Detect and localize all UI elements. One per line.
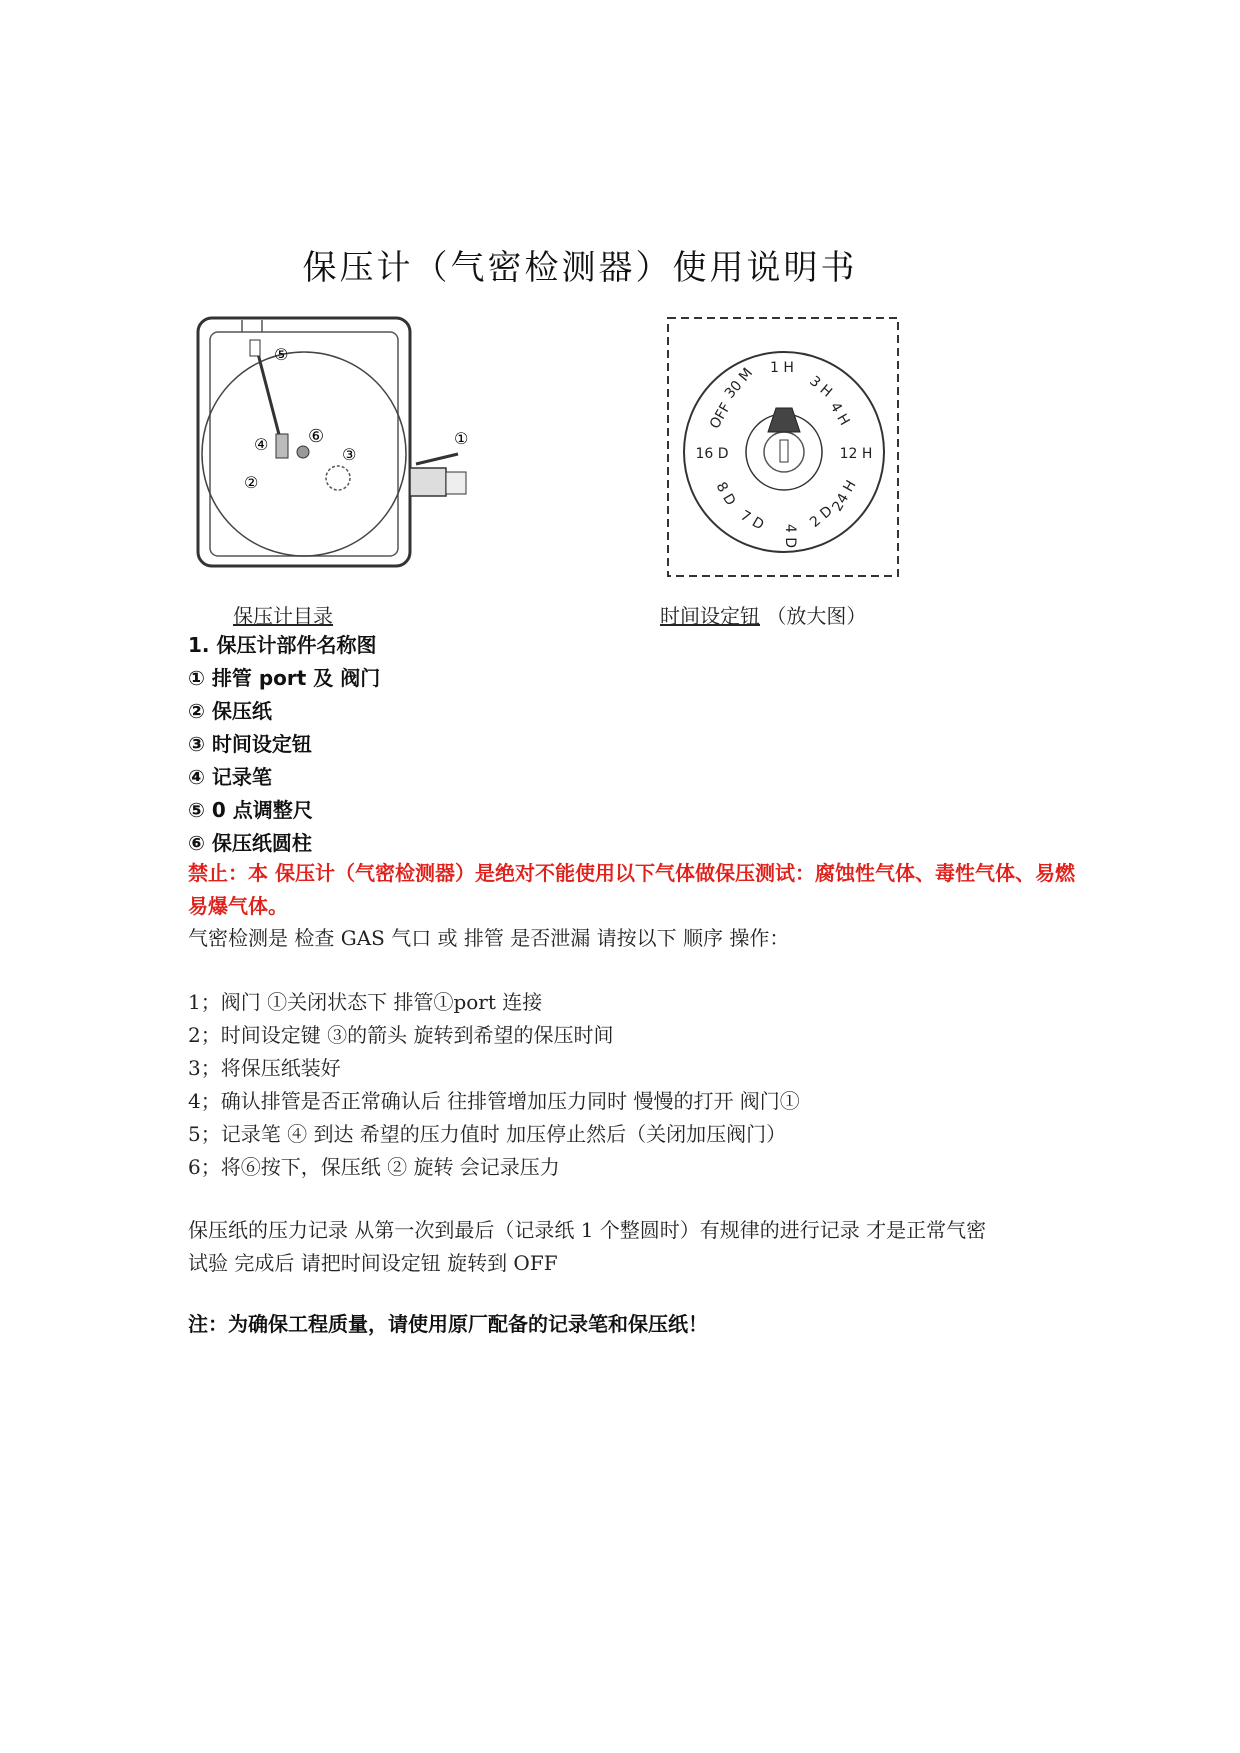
part-item: ⑤ 0 点调整尺 bbox=[188, 798, 313, 822]
caption-text: 保压计目录 bbox=[233, 604, 333, 628]
caption-suffix: （放大图） bbox=[766, 604, 867, 628]
dial-4d: 4 D bbox=[782, 523, 798, 549]
part-item: ④ 记录笔 bbox=[188, 765, 272, 789]
label-5: ⑤ bbox=[274, 345, 289, 364]
figure-right-caption bbox=[660, 600, 866, 629]
dial-1h: 1 H bbox=[770, 360, 794, 376]
dial-off: OFF bbox=[706, 400, 735, 432]
part-item: ① 排管 port 及 阀门 bbox=[188, 666, 381, 690]
label-1: ① bbox=[454, 429, 469, 448]
label-3: ③ bbox=[342, 445, 357, 464]
warning-text: 禁止：本 保压计（气密检测器）是绝对不能使用以下气体做保压测试：腐蚀性气体、毒性气体、易燃易爆气体。 bbox=[188, 861, 1075, 918]
dial-4h: 4 H bbox=[826, 399, 853, 429]
dial-7d: 7 D bbox=[737, 507, 767, 534]
summary-line: 试验 完成后 请把时间设定钮 旋转到 OFF bbox=[188, 1251, 558, 1275]
caption-text: 时间设定钮 bbox=[660, 604, 760, 628]
figure-left-caption bbox=[233, 600, 333, 629]
step-item: 1；阀门 ①关闭状态下 排管①port 连接 bbox=[188, 990, 543, 1014]
dial-8d: 8 D bbox=[712, 479, 739, 509]
dial-30m: 30 M bbox=[721, 365, 757, 402]
label-2: ② bbox=[244, 473, 259, 492]
label-6: ⑥ bbox=[308, 426, 325, 447]
step-item: 2；时间设定键 ③的箭头 旋转到希望的保压时间 bbox=[188, 1023, 614, 1047]
intro-text: 气密检测是 检查 GAS 气口 或 排管 是否泄漏 请按以下 顺序 操作： bbox=[188, 926, 790, 950]
part-item: ③ 时间设定钮 bbox=[188, 732, 312, 756]
dial-3h: 3 H bbox=[806, 373, 835, 401]
parts-list bbox=[188, 629, 380, 860]
pressure-gauge-diagram bbox=[190, 312, 490, 582]
step-item: 6；将⑥按下，保压纸 ② 旋转 会记录压力 bbox=[188, 1155, 560, 1179]
part-item: ⑥ 保压纸圆柱 bbox=[188, 831, 312, 855]
label-4: ④ bbox=[254, 435, 269, 454]
dial-12h: 12 H bbox=[839, 446, 873, 462]
step-item: 4；确认排管是否正常确认后 往排管增加压力同时 慢慢的打开 阀门① bbox=[188, 1089, 800, 1113]
step-item: 5；记录笔 ④ 到达 希望的压力值时 加压停止然后（关闭加压阀门） bbox=[188, 1122, 787, 1146]
dial-16d: 16 D bbox=[695, 446, 729, 462]
summary-text bbox=[188, 1214, 986, 1280]
steps-list bbox=[188, 986, 800, 1184]
part-item: ② 保压纸 bbox=[188, 699, 272, 723]
page-title: 保压计（气密检测器）使用说明书 bbox=[302, 248, 858, 288]
note-text: 注：为确保工程质量，请使用原厂配备的记录笔和保压纸！ bbox=[188, 1312, 708, 1336]
parts-heading: 1. 保压计部件名称图 bbox=[188, 633, 377, 657]
time-dial-diagram bbox=[658, 312, 908, 582]
dial-2d: 2 D bbox=[807, 503, 836, 531]
summary-line: 保压纸的压力记录 从第一次到最后（记录纸 1 个整圆时）有规律的进行记录 才是正常气密 bbox=[188, 1218, 987, 1242]
step-item: 3；将保压纸装好 bbox=[188, 1056, 341, 1080]
dial-24h: 24 H bbox=[829, 477, 860, 515]
